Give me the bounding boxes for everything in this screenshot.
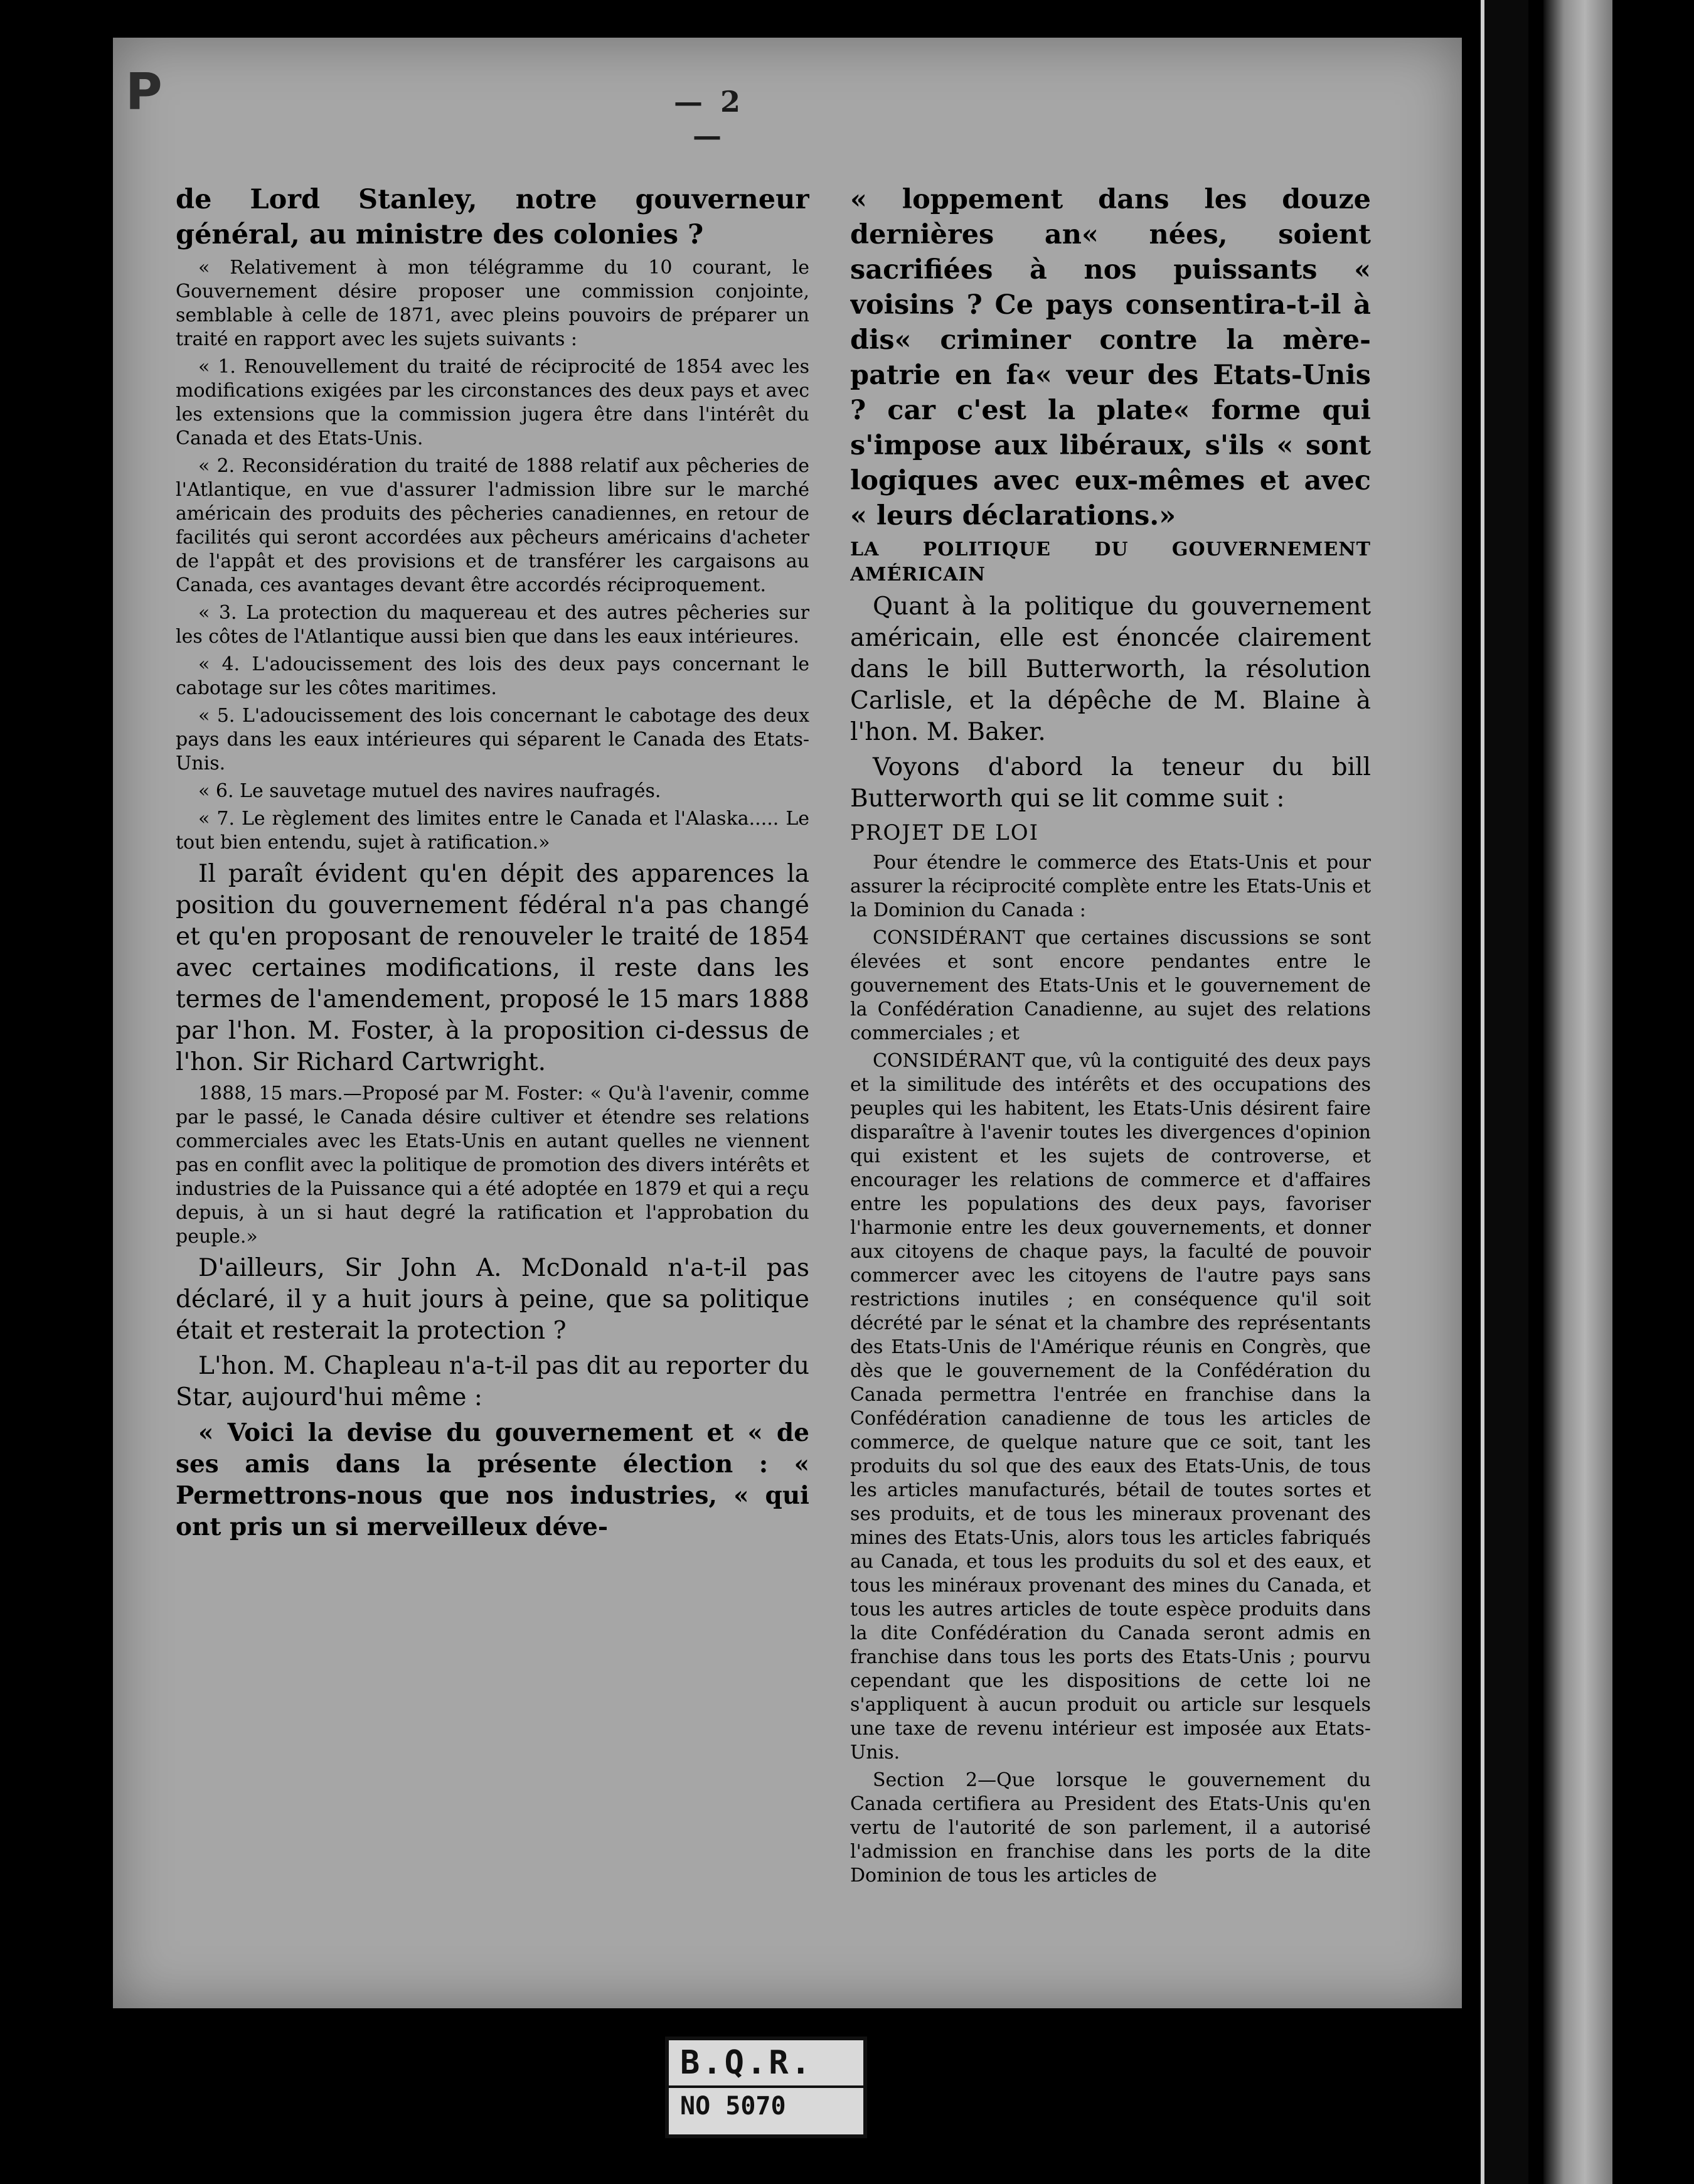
left-column [176, 182, 809, 2002]
right-column [850, 182, 1371, 2002]
corner-mark: P [125, 63, 162, 121]
paragraph: Quant à la politique du gouvernement américain, elle est énoncée clairement dans le bill Butterworth, la résolution Carlisle, et la dépêche de M. Blaine à l'hon. M. Baker. [850, 592, 1371, 746]
library-stamp [665, 2037, 867, 2138]
paragraph: « loppement dans les douze dernières an« nées, soient sacrifiées à nos puissants « voisins ? Ce pays consentira-t-il à dis« criminer contre la mère-patrie en fa« veur des Etats-Unis ? car c'est la plate« forme qui s'impose aux libéraux, s'ils « sont logiques avec eux-mêmes et avec « leurs déclarations.» [850, 184, 1371, 532]
paragraph: « Relativement à mon télégramme du 10 courant, le Gouvernement désire proposer une commission conjointe, semblable à celle de 1871, avec pleins pouvoirs de préparer un traité en rapport avec les sujets suivants : [176, 257, 809, 350]
paragraph: LA POLITIQUE DU GOUVERNEMENT AMÉRICAIN [850, 538, 1371, 586]
paragraph: « 7. Le règlement des limites entre le Canada et l'Alaska..... Le tout bien entendu, sujet à ratification.» [176, 808, 809, 854]
paragraph: Voyons d'abord la teneur du bill Butterworth qui se lit comme suit : [850, 753, 1371, 813]
paragraph: « 4. L'adoucissement des lois des deux pays concernant le cabotage sur les côtes maritimes. [176, 653, 809, 699]
paragraph: L'hon. M. Chapleau n'a-t-il pas dit au reporter du Star, aujourd'hui même : [176, 1352, 809, 1411]
page-gutter [1481, 0, 1528, 2184]
paragraph: « 1. Renouvellement du traité de réciprocité de 1854 avec les modifications exigées par les circonstances des deux pays et avec les extensions que la commission jugera être dans l'intérêt du Canada et des Etats-Unis. [176, 356, 809, 449]
paragraph: « 6. Le sauvetage mutuel des navires naufragés. [198, 780, 661, 802]
stamp-line-2: NO 5070 [680, 2092, 786, 2121]
paragraph: « Voici la devise du gouvernement et « de ses amis dans la présente élection : « Permettrons-nous que nos industries, « qui ont pris un si merveilleux déve- [176, 1418, 809, 1541]
stamp-rule [669, 2085, 863, 2088]
paragraph: CONSIDÉRANT que, vû la contiguité des deux pays et la similitude des intérêts et des occupations des peuples qui les habitent, les Etats-Unis désirent faire disparaître à l'avenir toutes les divergences d'opinion qui existent et les sujets de controverse, et encourager les relations de commerce et d'affaires entre les populations des deux pays, favoriser l'harmonie entre les deux gouvernements, et donner aux citoyens de chaque pays, la faculté de pouvoir commercer avec les citoyens de l'autre pays sans restrictions inutiles ; en conséquence qu'il soit décrété par le sénat et la chambre des représentants des Etats-Unis de l'Amérique réunis en Congrès, que dès que le gouvernement de la Confédération du Canada permettra l'entrée en franchise dans la Confédération canadienne de tous les articles de commerce, de quelque nature que ce soit, tant les produits du sol que des eaux des Etats-Unis, de tous les articles manufacturés, bétail de toutes sortes et ses produits, et de tous les mineraux provenant des mines des Etats-Unis, alors tous les articles fabriqués au Canada, et tous les produits du sol et des eaux, et tous les minéraux provenant des mines du Canada, et tous les autres articles de toute espèce produits dans la dite Confédération du Canada seront admis en franchise dans tous les ports des Etats-Unis ; pourvu cependant que les dispositions de cette loi ne s'appliquent à aucun produit ou article sur lesquels une taxe de revenu intérieur est imposée aux Etats-Unis. [850, 1050, 1371, 1764]
paragraph: Pour étendre le commerce des Etats-Unis et pour assurer la réciprocité complète entre les Etats-Unis et la Dominion du Canada : [850, 852, 1371, 921]
paragraph: « 5. L'adoucissement des lois concernant le cabotage des deux pays dans les eaux intérieures qui séparent le Canada des Etats-Unis. [176, 705, 809, 774]
paragraph: « 2. Reconsidération du traité de 1888 relatif aux pêcheries de l'Atlantique, en vue d'assurer l'admission libre sur le marché américain des produits des pêcheries canadiennes, en retour de facilités qui seront accordées aux pêcheurs américains d'acheter de l'appât et des provisions et de transférer les cargaisons au Canada, ces avantages devant être accordés réciproquement. [176, 455, 809, 596]
paragraph: CONSIDÉRANT que certaines discussions se sont élevées et sont encore pendantes entre le gouvernement des Etats-Unis et le gouvernement de la Confédération Canadienne, au sujet des relations commerciales ; et [850, 927, 1371, 1044]
paragraph: « 3. La protection du maquereau et des autres pêcheries sur les côtes de l'Atlantique aussi bien que dans les eaux intérieures. [176, 602, 809, 648]
paragraph: 1888, 15 mars.—Proposé par M. Foster: « Qu'à l'avenir, comme par le passé, le Canada désire cultiver et étendre ses relations commerciales avec les Etats-Unis en autant quelles ne viennent pas en conflit avec la politique de promotion des divers intérêts et industries de la Puissance qui a été adoptée en 1879 et qui a reçu depuis, à un si haut degré la ratification et l'approbation du peuple.» [176, 1083, 809, 1248]
paragraph: D'ailleurs, Sir John A. McDonald n'a-t-il pas déclaré, il y a huit jours à peine, que sa politique était et resterait la protection ? [176, 1254, 809, 1345]
stamp-line-1: B.Q.R. [680, 2044, 813, 2082]
paragraph: PROJET DE LOI [850, 820, 1040, 845]
next-page-edge [1543, 0, 1612, 2184]
paragraph: Il paraît évident qu'en dépit des apparences la position du gouvernement fédéral n'a pas changé et qu'en proposant de renouveler le traité de 1854 avec certaines modifications, il reste dans les termes de l'amendement, proposé le 15 mars 1888 par l'hon. M. Foster, à la proposition ci-dessus de l'hon. Sir Richard Cartwright. [176, 860, 809, 1076]
paragraph: Section 2—Que lorsque le gouvernement du Canada certifiera au President des Etats-Unis qu'en vertu de l'autorité de son parlement, il a autorisé l'admission en franchise dans les ports de la dite Dominion de tous les articles de [850, 1769, 1371, 1887]
page-number: — 2 — [673, 85, 745, 153]
paragraph: de Lord Stanley, notre gouverneur général, au ministre des colonies ? [176, 184, 809, 250]
